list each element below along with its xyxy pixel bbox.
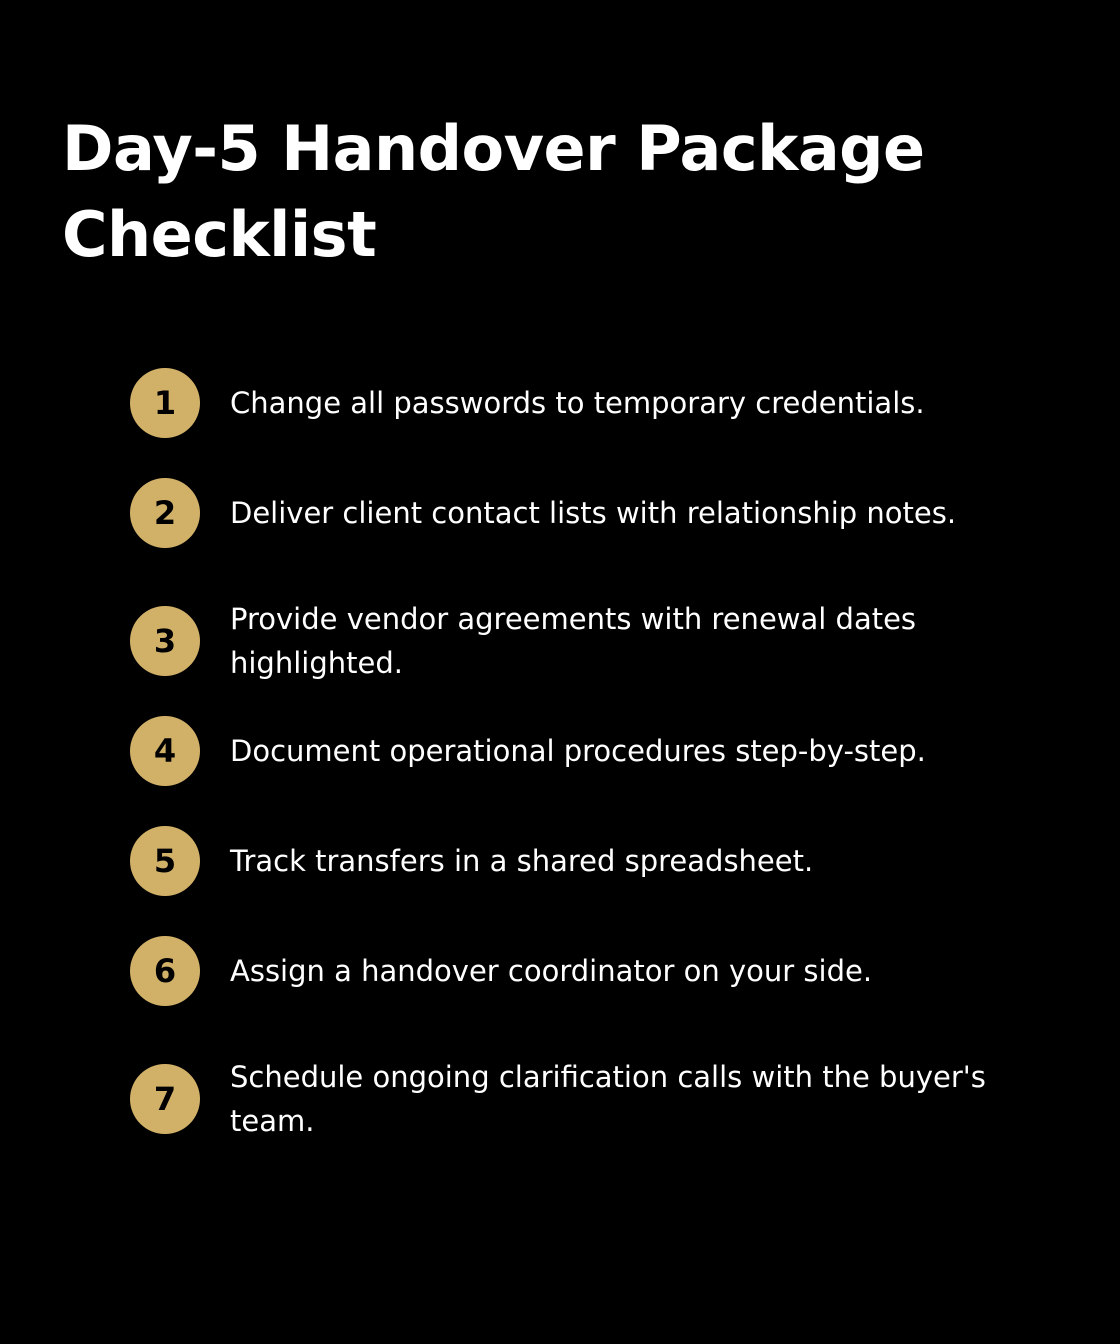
- step-number-badge: 2: [130, 478, 200, 548]
- checklist-item-text: Schedule ongoing clarification calls with the buyer's team.: [230, 1060, 986, 1138]
- step-number-badge: 7: [130, 1064, 200, 1134]
- step-number-badge: 4: [130, 716, 200, 786]
- step-number-badge: 1: [130, 368, 200, 438]
- checklist-item-1: [130, 368, 1030, 438]
- checklist-item-text: Assign a handover coordinator on your side.: [230, 954, 873, 988]
- checklist-item-4: [130, 716, 1030, 786]
- page-title: Day-5 Handover Package Checklist: [62, 112, 925, 271]
- checklist-item-2: [130, 478, 1030, 548]
- checklist-item-text: Deliver client contact lists with relationship notes.: [230, 496, 957, 530]
- checklist-item-text: Change all passwords to temporary credentials.: [230, 386, 925, 420]
- checklist-item-5: [130, 826, 1030, 896]
- checklist-item-text: Document operational procedures step-by-step.: [230, 734, 926, 768]
- checklist-item-text: Track transfers in a shared spreadsheet.: [230, 844, 814, 878]
- checklist-item-text: Provide vendor agreements with renewal dates highlighted.: [230, 602, 917, 680]
- step-number-badge: 5: [130, 826, 200, 896]
- checklist-item-3: [130, 597, 1030, 685]
- step-number-badge: 3: [130, 606, 200, 676]
- step-number-badge: 6: [130, 936, 200, 1006]
- checklist-item-7: [130, 1055, 1030, 1143]
- checklist-item-6: [130, 936, 1030, 1006]
